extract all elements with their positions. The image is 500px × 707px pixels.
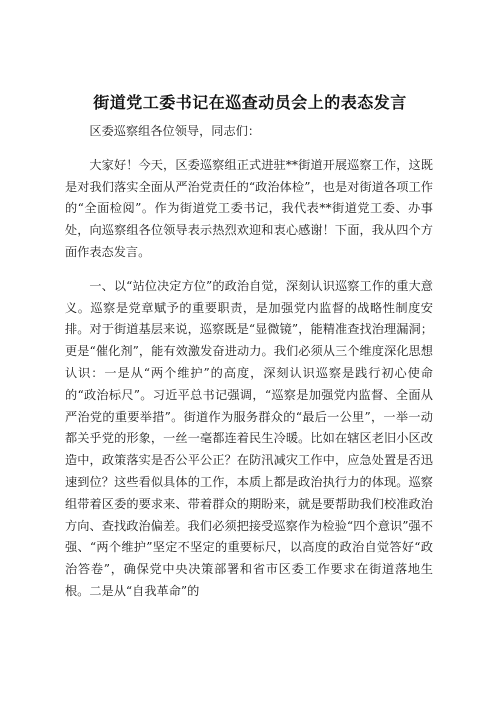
- document-title: 街道党工委书记在巡查动员会上的表态发言: [93, 93, 407, 112]
- document-body: [65, 121, 433, 603]
- salutation: 区委巡察组各位领导，同志们：: [89, 124, 261, 138]
- paragraph-section-one: 一、以“站位决定方位”的政治自觉，深刻认识巡察工作的重大意义。巡察是党章赋予的重要职责，是加强党内监督的战略性制度安排。对于街道基层来说，巡察既是“显微镜”，能精准查找治理漏洞；更是“催化剂”，能有效激发奋进动力。我们必须从三个维度深化思想认识：一是从“两个维护”的高度，深刻认识巡察是践行初心使命的“政治标尺”。习近平总书记强调，“巡察是加强党内监督、全面从严治党的重要举措”。街道作为服务群众的“最后一公里”，一举一动都关乎党的形象，一丝一毫都连着民生冷暖。比如在辖区老旧小区改造中，政策落实是否公平公正？在防汛减灾工作中，应急处置是否迅速到位？这些看似具体的工作，本质上都是政治执行力的体现。巡察组带着区委的要求来、带着群众的期盼来，就是要帮助我们校准政治方向、查找政治偏差。我们必须把接受巡察作为检验“四个意识”强不强、“两个维护”坚定不坚定的重要标尺，以高度的政治自觉答好“政治答卷”，确保党中央决策部署和省市区委工作要求在街道落地生根。二是从“自我革命”的: [65, 278, 433, 598]
- paragraph-opening: 大家好！今天，区委巡察组正式进驻**街道开展巡察工作，这既是对我们落实全面从严治党责任的“政治体检”，也是对街道各项工作的“全面检阅”。作为街道党工委书记，我代表**街道党工委、办事处，向巡察组各位领导表示热烈欢迎和衷心感谢！下面，我从四个方面作表态发言。: [65, 157, 433, 259]
